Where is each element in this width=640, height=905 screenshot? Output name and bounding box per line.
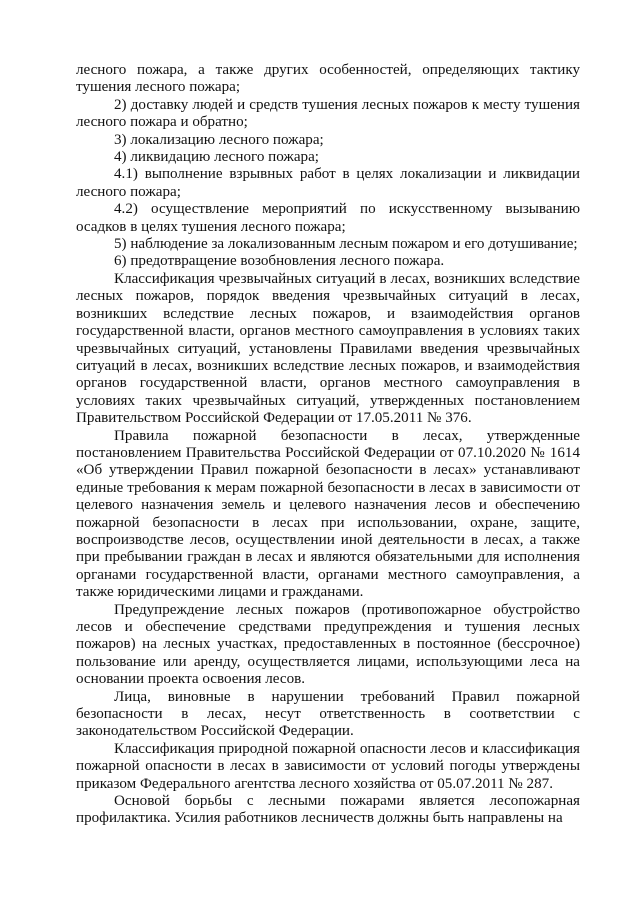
list-item-4-1-blasting: 4.1) выполнение взрывных работ в целях локализации и ликвидации лесного пожара; <box>76 166 580 200</box>
paragraph-prophylaxis: Основой борьбы с лесными пожарами является лесопожарная профилактика. Усилия работников лесничеств должны быть направлены на <box>76 793 580 827</box>
list-item-4-2-precipitation: 4.2) осуществление мероприятий по искусственному вызыванию осадков в целях тушения лесного пожара; <box>76 201 580 235</box>
document-page <box>76 62 580 828</box>
paragraph-fire-safety-rules: Правила пожарной безопасности в лесах, утвержденные постановлением Правительства Российской Федерации от 07.10.2020 № 1614 «Об утверждении Правил пожарной безопасности в лесах» устанавливают единые требования к мерам пожарной безопасности в лесах в зависимости от целевого назначения земель и целевого назначения лесов и обеспечению пожарной безопасности в лесах при использовании, охране, защите, воспроизводстве лесов, осуществлении иной деятельности в лесах, а также при пребывании граждан в лесах и являются обязательными для исполнения органами государственной власти, органами местного самоуправления, а также юридическими лицами и гражданами. <box>76 427 580 601</box>
paragraph-continuation: лесного пожара, а также других особенностей, определяющих тактику тушения лесного пожара; <box>76 62 580 96</box>
list-item-5-monitoring: 5) наблюдение за локализованным лесным пожаром и его дотушивание; <box>114 236 578 253</box>
paragraph-emergency-classification: Классификация чрезвычайных ситуаций в лесах, возникших вследствие лесных пожаров, порядок введения чрезвычайных ситуаций в лесах, возникших вследствие лесных пожаров, и взаимодействия органов государственной власти, органов местного самоуправления в условиях таких чрезвычайных ситуаций, установлены Правилами введения чрезвычайных ситуаций в лесах, возникших вследствие лесных пожаров, и взаимодействия органов государственной власти, органов местного самоуправления в условиях таких чрезвычайных ситуаций, утвержденных постановлением Правительством Российской Федерации от 17.05.2011 № 376. <box>76 270 580 427</box>
list-item-4-liquidation: 4) ликвидацию лесного пожара; <box>114 149 319 166</box>
list-item-2-delivery: 2) доставку людей и средств тушения лесных пожаров к месту тушения лесного пожара и обратно; <box>76 96 580 131</box>
paragraph-fire-prevention: Предупреждение лесных пожаров (противопожарное обустройство лесов и обеспечение средствами предупреждения и тушения лесных пожаров) на лесных участках, предоставленных в постоянное (бессрочное) пользование или аренду, осуществляется лицами, использующими леса на основании проекта освоения лесов. <box>76 601 580 688</box>
paragraph-liability: Лица, виновные в нарушении требований Правил пожарной безопасности в лесах, несут ответственность в соответствии с законодательством Российской Федерации. <box>76 688 580 740</box>
paragraph-hazard-classification: Классификация природной пожарной опасности лесов и классификация пожарной опасности в лесах в зависимости от условий погоды утверждены приказом Федерального агентства лесного хозяйства от 05.07.2011 № 287. <box>76 740 580 792</box>
list-item-6-prevention: 6) предотвращение возобновления лесного пожара. <box>114 253 445 270</box>
list-item-3-localization: 3) локализацию лесного пожара; <box>114 131 324 148</box>
